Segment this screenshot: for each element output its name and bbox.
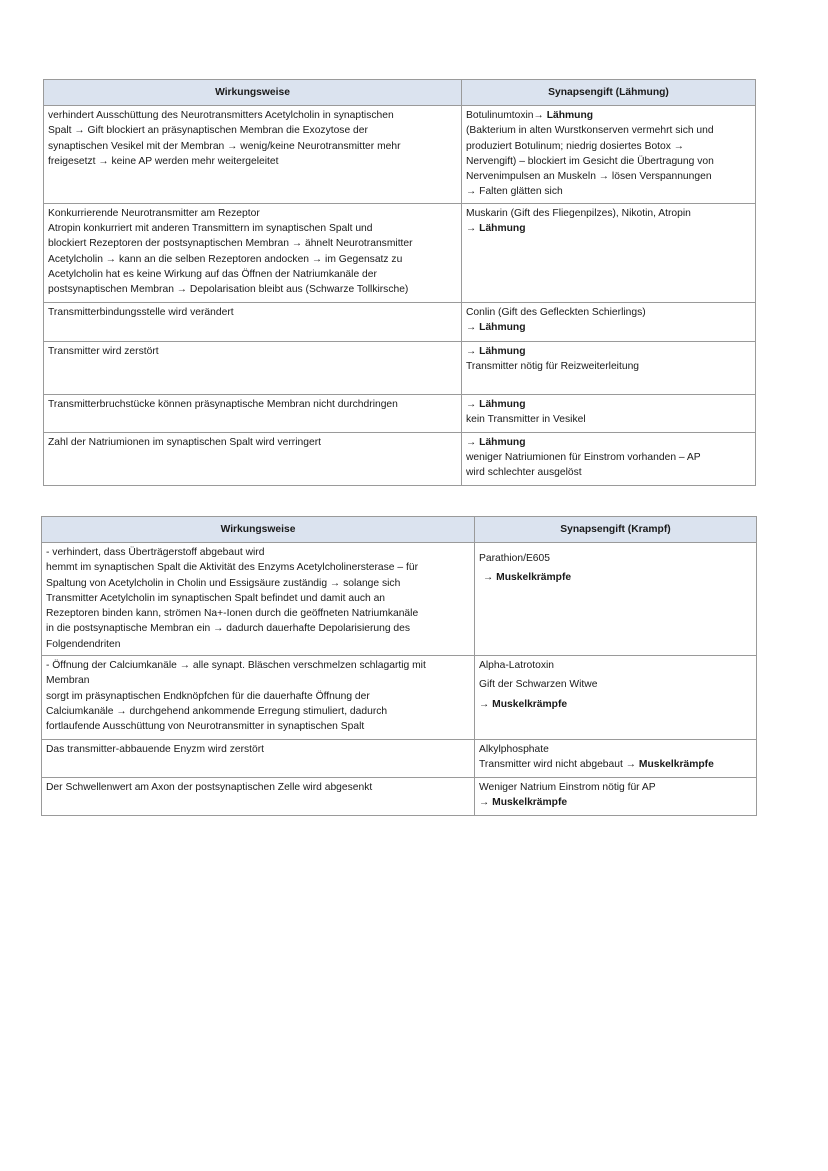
poison-line: kein Transmitter in Vesikel — [466, 414, 586, 426]
poison-cell — [462, 203, 756, 302]
effect-line: Calciumkanäle → durchgehend ankommende Erregung stimuliert, dadurch — [46, 705, 388, 717]
effect-line: freigesetzt → keine AP werden mehr weitergeleitet — [48, 155, 279, 167]
effect-line: hemmt im synaptischen Spalt die Aktivität des Enzyms Acetylcholinersterase – für — [46, 562, 418, 574]
effect-line: Konkurrierende Neurotransmitter am Rezeptor — [48, 207, 260, 219]
poison-name: Weniger Natrium Einstrom nötig für AP — [479, 782, 656, 794]
effect-line: Rezeptoren binden kann, strömen Na+-Ionen durch die geöffneten Natriumkanäle — [46, 608, 419, 620]
effect-line: - Öffnung der Calciumkanäle → alle synapt. Bläschen verschmelzen schlagartig mit — [46, 660, 426, 672]
poison-result: → Muskelkrämpfe — [625, 759, 714, 771]
effect-line: Acetylcholin → kann an die selben Rezeptoren andocken → im Gegensatz zu — [48, 253, 403, 265]
poison-cell — [462, 302, 756, 341]
table-row — [44, 302, 756, 341]
poison-result: → Lähmung — [466, 345, 526, 357]
effect-cell — [44, 341, 462, 394]
column-header-effect: Wirkungsweise — [44, 80, 462, 106]
poison-cell — [475, 778, 757, 816]
poison-line: (Bakterium in alten Wurstkonserven vermehrt sich und — [466, 125, 714, 137]
poison-result: → Lähmung — [466, 436, 526, 448]
poison-cell — [462, 432, 756, 485]
column-header-poison: Synapsengift (Lähmung) — [462, 80, 756, 106]
poison-cell — [462, 106, 756, 204]
effect-line: Spaltung von Acetylcholin in Cholin und Essigsäure zuständig → solange sich — [46, 577, 401, 589]
effect-line: sorgt im präsynaptischen Endknöpfchen für die dauerhafte Öffnung der — [46, 690, 370, 702]
effect-cell — [42, 740, 475, 778]
poison-result: → Muskelkrämpfe — [479, 698, 568, 710]
effect-line: verhindert Ausschüttung des Neurotransmitters Acetylcholin in synaptischen — [48, 110, 394, 121]
poison-line: Transmitter nötig für Reizweiterleitung — [466, 361, 640, 373]
paralysis-table — [43, 79, 756, 486]
table-row — [44, 203, 756, 302]
effect-line: blockiert Rezeptoren der postsynaptischen Membran → ähnelt Neurotransmitter — [48, 238, 413, 250]
effect-line: Transmitter wird zerstört — [48, 345, 159, 357]
poison-name: Conlin (Gift des Gefleckten Schierlings) — [466, 306, 646, 318]
effect-line: Folgendendriten — [46, 638, 121, 650]
poison-line: → Falten glätten sich — [466, 186, 563, 198]
effect-cell — [42, 778, 475, 816]
effect-line: Acetylcholin hat es keine Wirkung auf das Öffnen der Natriumkanäle der — [48, 268, 377, 280]
poison-cell — [475, 656, 757, 740]
poison-line: Nervengift) – blockiert im Gesicht die Übertragung von — [466, 155, 714, 167]
effect-line: Der Schwellenwert am Axon der postsynaptischen Zelle wird abgesenkt — [46, 782, 373, 794]
effect-line: Spalt → Gift blockiert an präsynaptischen Membran die Exozytose der — [48, 125, 368, 137]
effect-line: Membran — [46, 675, 90, 687]
effect-cell — [42, 543, 475, 656]
poison-note: Transmitter wird nicht abgebaut — [479, 759, 626, 771]
table-row — [42, 543, 757, 656]
poison-cell — [462, 341, 756, 394]
poison-subtitle: Gift der Schwarzen Witwe — [479, 679, 598, 691]
effect-cell — [44, 432, 462, 485]
effect-cell — [44, 394, 462, 432]
table-row — [42, 740, 757, 778]
effect-line: Das transmitter-abbauende Enyzm wird zerstört — [46, 744, 265, 756]
effect-cell — [44, 106, 462, 204]
poison-line: weniger Natriumionen für Einstrom vorhanden – AP — [466, 452, 701, 464]
table-row — [42, 778, 757, 816]
poison-line: Nervenimpulsen an Muskeln → lösen Verspannungen — [466, 171, 712, 183]
poison-result: → Lähmung — [466, 223, 526, 235]
poison-name: Botulinumtoxin — [466, 110, 534, 121]
table-header-row — [42, 517, 757, 543]
table-header-row — [44, 80, 756, 106]
effect-line: Transmitterbindungsstelle wird verändert — [48, 306, 234, 318]
effect-line: synaptischen Vesikel mit der Membran → wenig/keine Neurotransmitter mehr — [48, 140, 401, 152]
column-header-effect: Wirkungsweise — [42, 517, 475, 543]
poison-name: Parathion/E605 — [479, 553, 550, 564]
effect-cell — [44, 302, 462, 341]
poison-result: → Muskelkrämpfe — [479, 797, 568, 809]
poison-cell — [462, 394, 756, 432]
effect-line: Transmitter Acetylcholin im synaptischen Spalt befindet und damit auch an — [46, 592, 386, 604]
poison-name: Muskarin (Gift des Fliegenpilzes), Nikotin, Atropin — [466, 207, 691, 219]
effect-cell — [44, 203, 462, 302]
effect-line: Atropin konkurriert mit anderen Transmittern im synaptischen Spalt und — [48, 223, 373, 235]
poison-cell — [475, 543, 757, 656]
poison-result: → Lähmung — [466, 398, 526, 410]
poison-cell — [475, 740, 757, 778]
table-row — [44, 341, 756, 394]
poison-name: Alpha-Latrotoxin — [479, 660, 554, 672]
table-row — [44, 432, 756, 485]
table-row — [42, 656, 757, 740]
effect-line: postsynaptischen Membran → Depolarisation bleibt aus (Schwarze Tollkirsche) — [48, 284, 409, 296]
effect-line: in die postsynaptische Membran ein → dadurch dauerhafte Depolarisierung des — [46, 623, 411, 635]
effect-line: - verhindert, dass Überträgerstoff abgebaut wird — [46, 547, 265, 558]
poison-result: → Muskelkrämpfe — [483, 572, 572, 584]
poison-line: wird schlechter ausgelöst — [466, 467, 582, 479]
table-row — [44, 394, 756, 432]
effect-line: Transmitterbruchstücke können präsynaptische Membran nicht durchdringen — [48, 398, 398, 410]
effect-line: Zahl der Natriumionen im synaptischen Spalt wird verringert — [48, 436, 321, 448]
poison-result: → Lähmung — [466, 322, 526, 334]
poison-line: produziert Botulinum; niedrig dosiertes Botox → — [466, 140, 685, 152]
column-header-poison: Synapsengift (Krampf) — [475, 517, 757, 543]
poison-result: → Lähmung — [533, 110, 594, 121]
effect-cell — [42, 656, 475, 740]
effect-line: fortlaufende Ausschüttung von Neurotransmitter in synaptischen Spalt — [46, 721, 365, 733]
poison-name: Alkylphosphate — [479, 744, 549, 756]
table-row — [44, 106, 756, 204]
cramp-table — [41, 516, 757, 816]
